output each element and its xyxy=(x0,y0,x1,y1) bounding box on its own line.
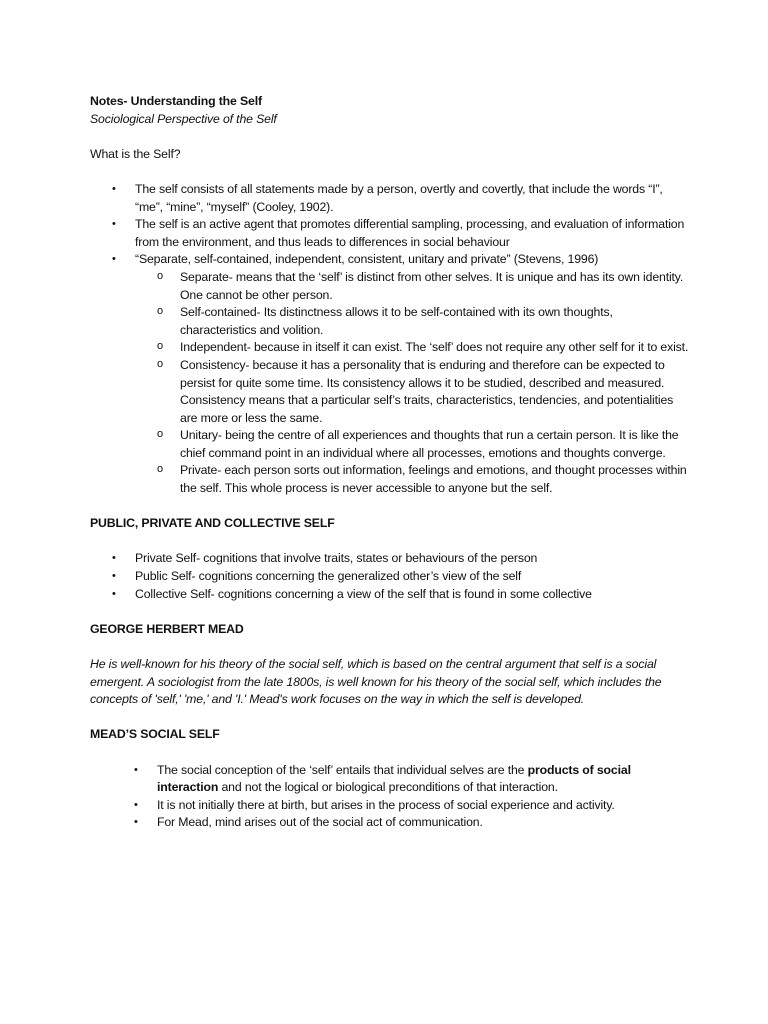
sub-list-item xyxy=(90,427,690,462)
list-item xyxy=(90,568,690,586)
section-heading-mead: GEORGE HERBERT MEAD xyxy=(90,621,244,636)
section-heading-public-private: PUBLIC, PRIVATE AND COLLECTIVE SELF xyxy=(90,516,335,531)
list-item-text: Public Self- cognitions concerning the generalized other’s view of the self xyxy=(135,569,522,584)
list-item xyxy=(90,550,690,568)
sub-list-item-text: Consistency- because it has a personality that is enduring and therefore can be expected to persist for quite some time. Its consistency allows it to be studied, described and measured. Consistency means that a particular self’s traits, characteristics, tendencies, and potentialities are more or less the same. xyxy=(180,357,674,425)
list-item-text-pre: The social conception of the ‘self’ entails that individual selves are the xyxy=(157,762,528,777)
list-item-text: The self consists of all statements made by a person, overtly and covertly, that include the words “I”, “me”, “mine”, “myself” (Cooley, 1902). xyxy=(135,181,663,214)
section-question: What is the Self? xyxy=(90,146,181,161)
list-item xyxy=(90,586,690,604)
bullet-icon: • xyxy=(112,253,116,266)
bullet-icon: • xyxy=(112,182,116,195)
list-item-text: Private Self- cognitions that involve traits, states or behaviours of the person xyxy=(135,551,538,566)
document-page xyxy=(90,93,690,832)
list-item-text: It is not initially there at birth, but arises in the process of social experience and activity. xyxy=(157,797,615,812)
self-definition-list xyxy=(90,181,690,498)
bullet-icon: • xyxy=(112,570,116,583)
document-subtitle: Sociological Perspective of the Self xyxy=(90,111,277,126)
document-title: Notes- Understanding the Self xyxy=(90,94,262,108)
sub-list xyxy=(135,269,690,498)
list-item xyxy=(90,762,690,797)
bullet-icon: • xyxy=(134,816,138,829)
sub-list-item-text: Private- each person sorts out information, feelings and emotions, and thought processes within the self. This whole process is never accessible to anyone but the self. xyxy=(180,463,687,496)
mead-social-self-list xyxy=(90,762,690,832)
sub-bullet-icon: o xyxy=(157,357,163,370)
list-item xyxy=(90,251,690,497)
sub-bullet-icon: o xyxy=(157,269,163,282)
list-item xyxy=(90,216,690,251)
sub-list-item xyxy=(90,462,690,497)
sub-list-item xyxy=(90,339,690,357)
bullet-icon: • xyxy=(134,763,138,776)
bullet-icon: • xyxy=(134,798,138,811)
sub-list-item xyxy=(90,269,690,304)
public-private-list xyxy=(90,550,690,603)
sub-list-item xyxy=(90,304,690,339)
list-item-text-post: and not the logical or biological preconditions of that interaction. xyxy=(218,780,558,795)
bullet-icon: • xyxy=(112,552,116,565)
list-item xyxy=(90,797,690,815)
sub-list-item-text: Separate- means that the ‘self’ is distinct from other selves. It is unique and has its own identity. One cannot be other person. xyxy=(180,269,684,302)
list-item-text: Collective Self- cognitions concerning a view of the self that is found in some collective xyxy=(135,586,592,601)
list-item-text: The self is an active agent that promotes differential sampling, processing, and evaluation of information from the environment, and thus leads to differences in social behaviour xyxy=(135,217,685,249)
sub-list-item-text: Self-contained- Its distinctness allows it to be self-contained with its own thoughts, characteristics and volition. xyxy=(180,305,613,337)
sub-list-item-text: Independent- because in itself it can exist. The ‘self’ does not require any other self for it to exist. xyxy=(180,340,689,355)
sub-bullet-icon: o xyxy=(157,463,163,476)
sub-list-item xyxy=(90,357,690,427)
list-item-text: “Separate, self-contained, independent, consistent, unitary and private” (Stevens, 1996) xyxy=(135,252,599,267)
bullet-icon: • xyxy=(112,587,116,600)
sub-bullet-icon: o xyxy=(157,428,163,441)
list-item xyxy=(90,181,690,216)
list-item-text: For Mead, mind arises out of the social act of communication. xyxy=(157,815,483,830)
mead-intro-paragraph: He is well-known for his theory of the social self, which is based on the central argument that self is a social emergent. A sociologist from the late 1800s, is well known for his theory of the social self, which includes the concepts of 'self,' 'me,' and 'I.' Mead's work focuses on the way in which the self is developed. xyxy=(90,657,662,707)
sub-list-item-text: Unitary- being the centre of all experiences and thoughts that run a certain person. It is like the chief command point in an individual where all processes, emotions and thoughts converge. xyxy=(180,428,679,460)
sub-bullet-icon: o xyxy=(157,340,163,353)
sub-bullet-icon: o xyxy=(157,305,163,318)
bullet-icon: • xyxy=(112,218,116,231)
list-item-text-emphasis: products of social interaction xyxy=(157,762,631,795)
list-item xyxy=(90,814,690,832)
section-heading-mead-social-self: MEAD’S SOCIAL SELF xyxy=(90,727,220,742)
